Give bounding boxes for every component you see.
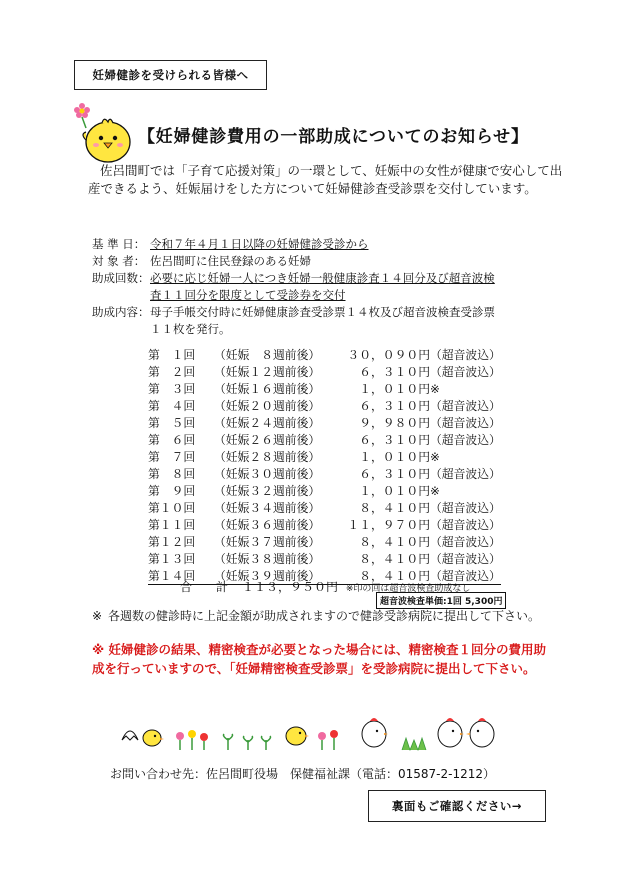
info-target	[92, 253, 311, 269]
visit-number: 第１４回	[148, 569, 196, 583]
intro-paragraph: 佐呂間町では「子育て応援対策」の一環として、妊娠中の女性が健康で安心して出産できるよう、妊娠届けをした方について妊婦健診査受診票を交付しています。	[88, 163, 563, 196]
info-value: 母子手帳交付時に妊婦健康診査受診票１４枚及び超音波検査受診票	[150, 305, 495, 319]
visit-week: （妊娠３２週前後）	[214, 484, 321, 498]
visit-note: （超音波込）	[430, 535, 501, 549]
visit-number: 第１１回	[148, 518, 196, 532]
table-row	[148, 448, 501, 465]
table-row	[148, 465, 501, 482]
visit-note: （超音波込）	[430, 365, 501, 379]
flower-icon	[188, 730, 196, 750]
info-count-cont: 査１１回分を限度として受診券を交付	[150, 288, 346, 302]
visit-number: 第 ２回	[148, 365, 196, 379]
ultrasound-unit-box: 超音波検査単価:1回 5,300円	[376, 592, 506, 609]
note-1: 各週数の健診時に上記金額が助成されますので健診受診病院に提出して下さい。	[108, 609, 541, 623]
visit-week: （妊娠２８週前後）	[214, 450, 321, 464]
visit-note: （超音波込）	[430, 416, 501, 430]
notice-box: 妊婦健診を受けられる皆様へ	[74, 60, 267, 90]
total-note: ※印の回は超音波検査助成なし	[345, 584, 471, 594]
total-label: 合 計	[180, 580, 229, 594]
info-label: 助成内容：	[92, 305, 150, 319]
table-row	[148, 346, 501, 363]
info-start-date	[92, 236, 369, 252]
visit-amount: ６，３１０円	[359, 467, 430, 481]
table-row	[148, 397, 501, 414]
table-row	[148, 516, 501, 533]
visit-number: 第 ８回	[148, 467, 196, 481]
visit-number: 第１０回	[148, 501, 196, 515]
table-row	[148, 482, 501, 499]
visit-number: 第 ７回	[148, 450, 196, 464]
info-label: 基 準 日：	[92, 237, 146, 251]
note-1-mark: ※	[92, 609, 103, 623]
sprout-icon	[224, 734, 233, 750]
visit-amount: ８，４１０円	[359, 535, 430, 549]
visit-number: 第 ９回	[148, 484, 196, 498]
visit-amount: ８，４１０円	[359, 501, 430, 515]
info-content-cont: １１枚を発行。	[150, 322, 231, 336]
info-label: 助成回数：	[92, 271, 150, 285]
visit-note: （超音波込）	[430, 518, 501, 532]
page-title: 【妊婦健診費用の一部助成についてのお知らせ】	[138, 127, 529, 147]
info-label: 対 象 者：	[92, 254, 146, 268]
chick-icon	[143, 730, 164, 746]
visit-amount: ８，４１０円	[359, 552, 430, 566]
visit-number: 第 ５回	[148, 416, 196, 430]
visit-note: （超音波込）	[430, 348, 501, 362]
table-row	[148, 533, 501, 550]
visit-week: （妊娠１２週前後）	[214, 365, 321, 379]
visit-note: （超音波込）	[430, 569, 501, 583]
red-notice: ※ 妊婦健診の結果、精密検査が必要となった場合には、精密検査１回分の費用助成を行っていますので、「妊婦精密検査受診票」を受診病院に提出して下さい。	[92, 642, 547, 676]
hen-icon	[438, 718, 464, 747]
sprout-icon	[262, 736, 271, 750]
contact-info: お問い合わせ先：佐呂間町役場 保健福祉課（電話：01587-2-1212）	[110, 767, 496, 781]
visit-amount: １，０１０円	[359, 484, 430, 498]
visit-week: （妊娠３８週前後）	[214, 552, 321, 566]
visit-week: （妊娠 ８週前後）	[214, 348, 321, 362]
visit-number: 第 ４回	[148, 399, 196, 413]
flower-icon	[74, 103, 90, 128]
schedule-table	[148, 346, 501, 585]
visit-note: （超音波込）	[430, 467, 501, 481]
visit-number: 第 ６回	[148, 433, 196, 447]
visit-week: （妊娠３９週前後）	[214, 569, 321, 583]
visit-number: 第１２回	[148, 535, 196, 549]
table-row	[148, 414, 501, 431]
chick-flower-illustration	[66, 96, 138, 166]
visit-amount: ６，３１０円	[359, 433, 430, 447]
visit-amount: ６，３１０円	[359, 365, 430, 379]
visit-amount: ６，３１０円	[359, 399, 430, 413]
eggshell-icon	[122, 731, 138, 740]
hen-icon	[362, 718, 388, 747]
visit-note: （超音波込）	[430, 552, 501, 566]
visit-note: （超音波込）	[430, 501, 501, 515]
visit-number: 第 ３回	[148, 382, 196, 396]
hen-icon	[466, 718, 494, 747]
grass-icon	[402, 738, 426, 750]
flower-icon	[330, 730, 338, 750]
info-count	[92, 270, 495, 286]
back-side-box: 裏面もご確認ください→	[368, 790, 546, 822]
flower-icon	[318, 732, 326, 750]
visit-amount: １，０１０円	[359, 450, 430, 464]
table-row	[148, 431, 501, 448]
info-value: 佐呂間町に住民登録のある妊婦	[150, 254, 311, 268]
decoration-illustration	[118, 710, 508, 754]
flower-icon	[176, 732, 184, 750]
visit-note: ※	[430, 449, 440, 464]
visit-number: 第 １回	[148, 348, 196, 362]
visit-note: （超音波込）	[430, 399, 501, 413]
visit-week: （妊娠３６週前後）	[214, 518, 321, 532]
sprout-icon	[244, 736, 253, 750]
table-row	[148, 363, 501, 380]
visit-week: （妊娠２４週前後）	[214, 416, 321, 430]
total-amount: １１３，９５０円	[242, 580, 339, 594]
table-row	[148, 380, 501, 397]
visit-week: （妊娠３４週前後）	[214, 501, 321, 515]
visit-note: ※	[430, 381, 440, 396]
visit-week: （妊娠２０週前後）	[214, 399, 321, 413]
chick-icon	[286, 727, 309, 745]
flower-icon	[200, 733, 208, 750]
visit-amount: １１，９７０円	[347, 518, 430, 532]
visit-week: （妊娠３７週前後）	[214, 535, 321, 549]
visit-note: （超音波込）	[430, 433, 501, 447]
visit-week: （妊娠３０週前後）	[214, 467, 321, 481]
visit-week: （妊娠１６週前後）	[214, 382, 321, 396]
visit-amount: ９，９８０円	[359, 416, 430, 430]
visit-note: ※	[430, 483, 440, 498]
visit-amount: ８，４１０円	[359, 569, 430, 583]
table-row	[148, 499, 501, 516]
info-content	[92, 304, 495, 320]
info-value: 必要に応じ妊婦一人につき妊婦一般健康診査１４回分及び超音波検	[150, 271, 495, 285]
visit-week: （妊娠２６週前後）	[214, 433, 321, 447]
visit-amount: ３０，０９０円	[347, 348, 430, 362]
visit-amount: １，０１０円	[359, 382, 430, 396]
table-row	[148, 550, 501, 567]
visit-number: 第１３回	[148, 552, 196, 566]
info-value: 令和７年４月１日以降の妊婦健診受診から	[150, 237, 369, 251]
